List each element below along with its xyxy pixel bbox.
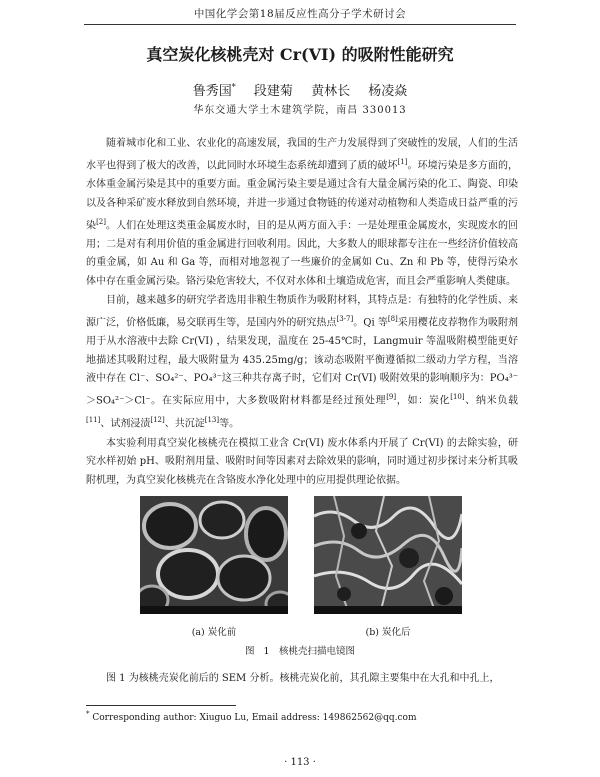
running-head: 中国化学会第18届反应性高分子学术研讨会	[193, 8, 407, 20]
subcaption-before: (a) 炭化前	[191, 627, 237, 638]
citation: [11]	[86, 416, 101, 425]
author-name: 黄林长	[311, 84, 351, 99]
header-rule	[84, 24, 516, 25]
paragraph-aim: 本实验利用真空炭化核桃壳在模拟工业含 Cr(VI) 废水体系内开展了 Cr(VI) 的去除实验，研究水样初始 pH、吸附剂用量、吸附时间等因素对去除效果的影响，同时通过初步探讨来分析其吸附机理，为真空炭化核桃壳在含铬废水净化处理中的应用提供理论依据。	[86, 438, 518, 486]
sem-image-after	[314, 496, 462, 614]
citation: [13]	[204, 416, 220, 425]
footnote	[86, 710, 417, 723]
citation: [1]	[397, 158, 408, 167]
citation: [10]	[450, 393, 465, 402]
citation: [2]	[96, 217, 106, 226]
paragraph-intro: 随着城市化和工业、农业化的高速发展，我国的生产力发展得到了突破性的发展，人们的生活水平也得到了极大的改善，以此同时水环境生态系统却遭到了质的破坏[1]。环境污染是多方面的，水体重金属污染是其中的重要方面。重金属污染主要是通过含有大量金属污染的化工、陶瓷、印染以及各种采矿废水释放到自然环境，并进一步通过食物链的传递对动植物和人类造成日益严重的污染[2]。人们在处理这类重金属废水时，目的是从两方面入手：一是处理重金属废水，实现废水的回用；二是对有利用价值的重金属进行回收利用。因此，大多数人的眼球都专注在一些经济价值较高的重金属，如 Au 和 Ga 等，而相对地忽视了一些廉价的金属如 Cu、Zn 和 Pb 等，使得污染水体中存在重金属污染。铬污染危害较大，不仅对水体和土壤造成危害，而且会严重影响人类健康。	[86, 138, 519, 287]
page-number: · 113 ·	[284, 757, 316, 768]
author-name: 段建菊	[253, 84, 293, 99]
citation: [9]	[386, 393, 397, 402]
corresponding-mark: *	[231, 82, 236, 92]
author-name: 鲁秀国	[192, 84, 232, 99]
subcaption-after: (b) 炭化后	[365, 627, 411, 638]
footnote-text: Corresponding author: Xiuguo Lu, Email address: 149862562@qq.com	[92, 713, 417, 723]
citation: [12]	[150, 416, 165, 425]
author-list	[0, 80, 600, 99]
author-name: 杨凌焱	[368, 84, 408, 99]
paper-title: 真空炭化核桃壳对 Cr(VI) 的吸附性能研究	[146, 45, 454, 64]
footnote-rule	[86, 705, 236, 706]
affiliation: 华东交通大学土木建筑学院，南昌 330013	[193, 105, 407, 116]
sem-image-before	[140, 496, 288, 614]
paragraph-sem-analysis: 图 1 为核桃壳炭化前后的 SEM 分析。核桃壳炭化前，其孔隙主要集中在大孔和中孔上，	[106, 673, 500, 684]
citation: [8]	[387, 315, 398, 324]
footnote-mark: *	[86, 710, 90, 718]
paragraph-background: 目前，越来越多的研究学者选用非粮生物质作为吸附材料，其特点是：有独特的化学性质、来源广泛，价格低廉，易交联再生等，是国内外的研究热点[3-7]。Qi 等[8]采用樱花皮荐物作为吸附剂用于从水溶液中去除 Cr(VI) ，结果发现，温度在 25-45℃时，Langmuir 等温吸附模型能更好地描述其吸附过程，最大吸附量为 435.25mg/g；该动态吸附平衡遵循拟二级动力学方程，当溶液中存在 Cl⁻、SO₄²⁻、PO₄³⁻这三种共存离子时，它们对 Cr(VI) 吸附效果的影响顺序为：PO₄³⁻＞SO₄²⁻＞Cl⁻。在实际应用中，大多数吸附材料都是经过预处理[9]，如：炭化[10]、纳米负载[11]、试剂浸渍[12]、共沉淀[13]等。	[86, 295, 519, 430]
figure-caption: 图 1 核桃壳扫描电镜图	[244, 646, 356, 657]
citation: [3-7]	[336, 315, 354, 324]
